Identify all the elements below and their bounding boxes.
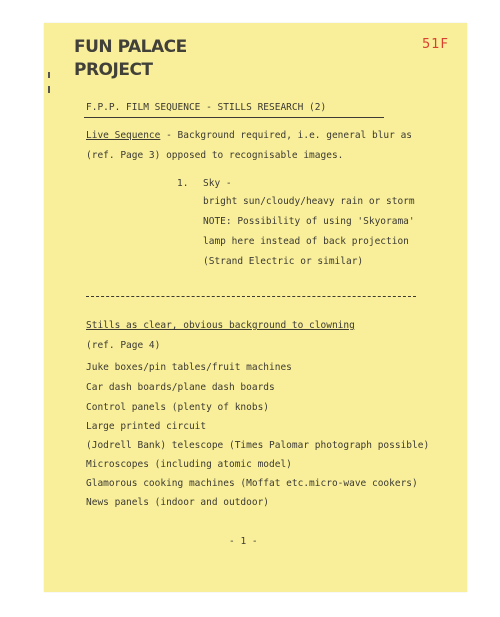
live-sequence-label: Live Sequence [86,130,161,141]
item-line: NOTE: Possibility of using 'Skyorama' [203,216,415,227]
list-item: News panels (indoor and outdoor) [86,497,270,508]
item-title: Sky - [203,178,232,189]
list-item: Car dash boards/plane dash boards [86,382,275,393]
stamp-line-1: FUN PALACE [74,37,187,57]
margin-mark [48,72,50,78]
live-sequence-text: - Background required, i.e. general blur as [160,130,413,141]
page-number: - 1 - [229,536,258,547]
margin-mark [48,86,50,93]
item-line: bright sun/cloudy/heavy rain or storm [203,196,415,207]
title-underline [84,117,384,118]
item-line: (Strand Electric or similar) [203,256,364,267]
list-item: Large printed circuit [86,421,207,432]
stamp-line-2: PROJECT [74,60,153,80]
handwritten-reference: 51F [422,37,450,52]
item-number: 1. [177,178,189,189]
list-item: Glamorous cooking machines (Moffat etc.micro-wave cookers) [86,478,418,489]
live-sequence-line-1 [86,130,412,141]
list-item: Control panels (plenty of knobs) [86,402,270,413]
list-item: Juke boxes/pin tables/fruit machines [86,362,292,373]
item-line: lamp here instead of back projection [203,236,409,247]
document-title: F.P.P. FILM SEQUENCE - STILLS RESEARCH (2) [86,102,327,113]
stills-ref: (ref. Page 4) [86,340,161,351]
list-item: (Jodrell Bank) telescope (Times Palomar photograph possible) [86,440,430,451]
list-item: Microscopes (including atomic model) [86,459,292,470]
live-sequence-line-2: (ref. Page 3) opposed to recognisable images. [86,150,344,161]
section-divider [86,296,416,297]
stills-heading: Stills as clear, obvious background to clowning [86,320,355,331]
